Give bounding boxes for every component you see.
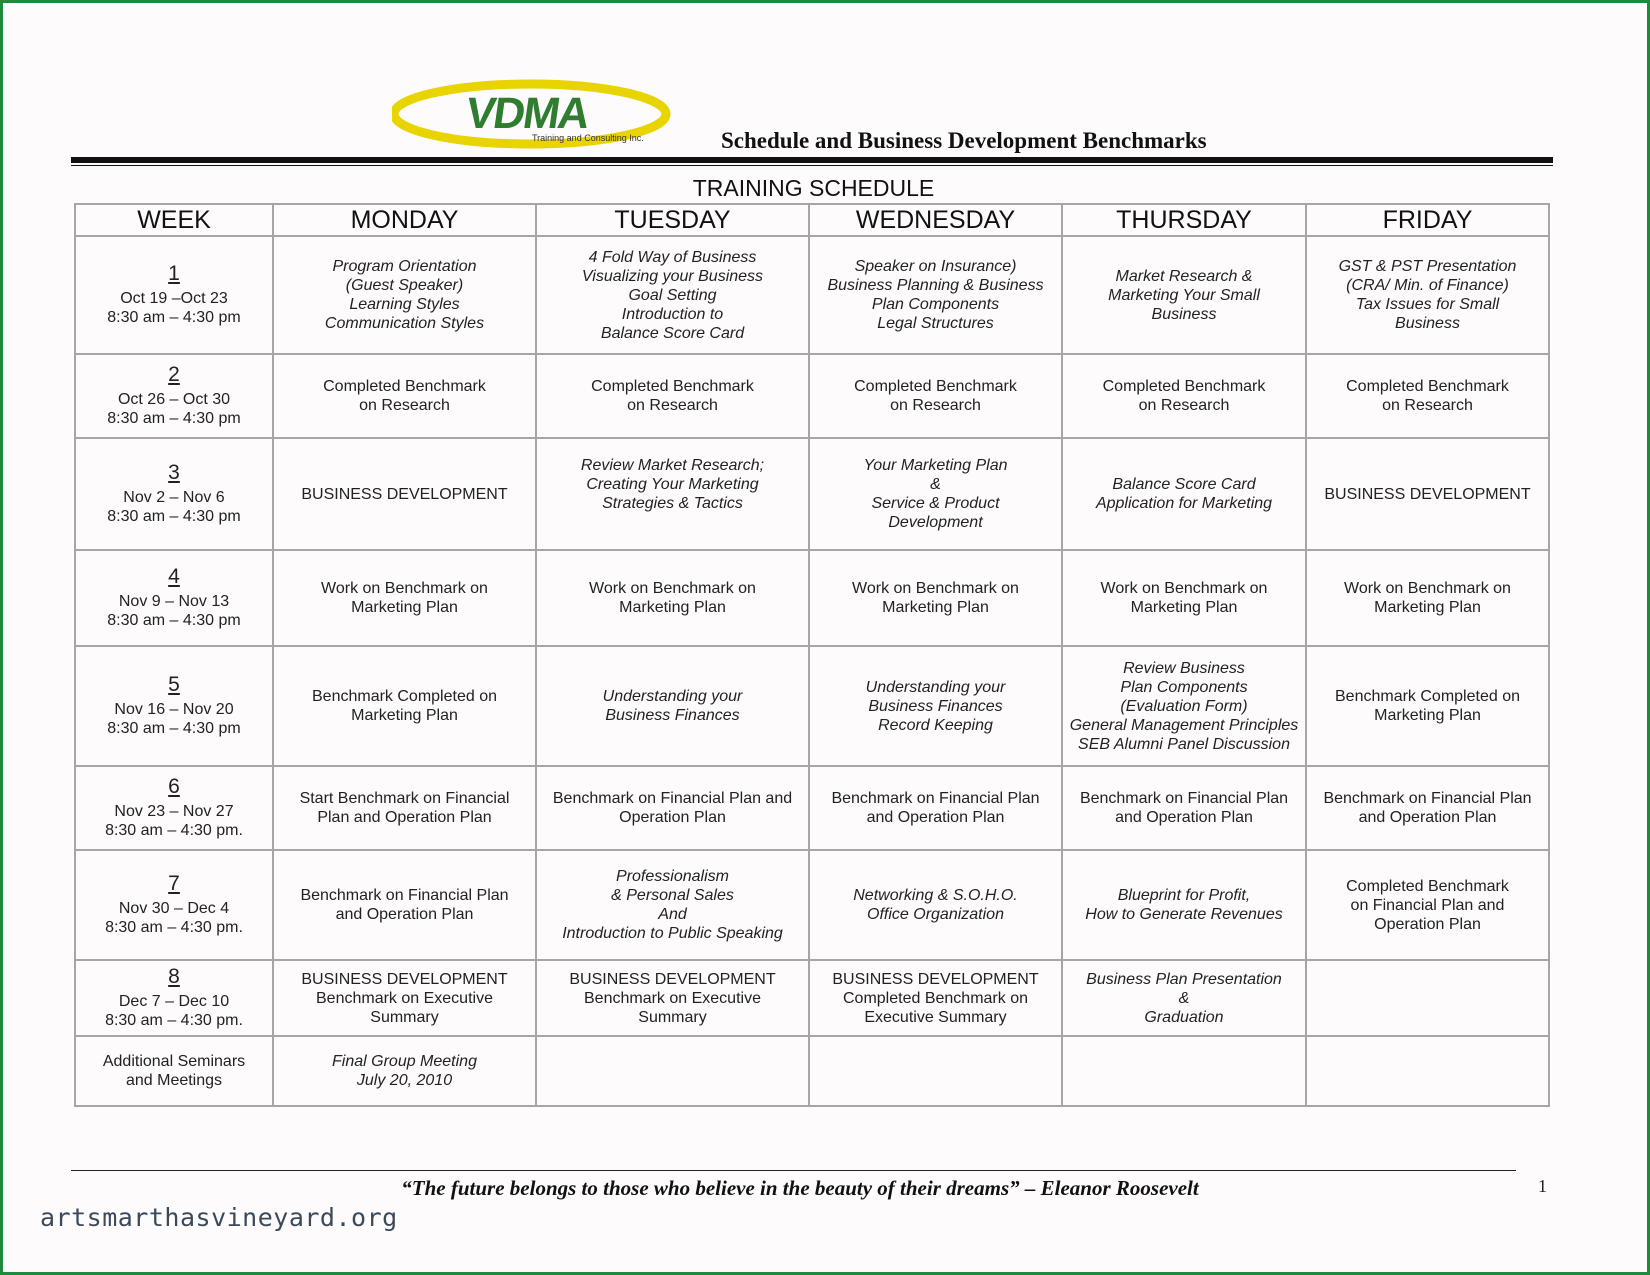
cell-line: Business Planning & Business bbox=[827, 277, 1044, 294]
cell-line: Work on Benchmark on bbox=[1344, 580, 1511, 597]
column-header-monday: MONDAY bbox=[273, 204, 536, 236]
week-cell bbox=[75, 550, 273, 646]
week-time: 8:30 am – 4:30 pm bbox=[107, 507, 241, 525]
cell-line: Creating Your Marketing bbox=[586, 476, 759, 493]
cell-line: Final Group Meeting bbox=[332, 1053, 477, 1070]
cell-line: Work on Benchmark on bbox=[852, 580, 1019, 597]
cell-line: General Management Principles bbox=[1069, 716, 1299, 734]
cell-monday bbox=[273, 354, 536, 438]
cell-line: Benchmark on Financial Plan bbox=[1079, 790, 1289, 807]
cell-monday bbox=[273, 766, 536, 850]
week-time: and Meetings bbox=[125, 1072, 223, 1089]
cell-line: on Research bbox=[627, 397, 718, 414]
cell-line: on Research bbox=[1382, 397, 1473, 414]
cell-line: Benchmark Completed on bbox=[1335, 688, 1520, 705]
column-header-friday: FRIDAY bbox=[1306, 204, 1549, 236]
week-cell bbox=[75, 850, 273, 960]
cell-wednesday bbox=[809, 550, 1062, 646]
cell-line: Completed Benchmark on bbox=[843, 989, 1028, 1007]
cell-line: Visualizing your Business bbox=[581, 267, 764, 285]
week-number: 3 bbox=[168, 460, 180, 484]
logo-tagline: Training and Consulting Inc. bbox=[532, 133, 644, 143]
cell-line: Communication Styles bbox=[324, 315, 485, 332]
week-dates: Nov 16 – Nov 20 bbox=[114, 700, 234, 718]
cell-line: Plan Components bbox=[871, 296, 1000, 313]
cell-wednesday bbox=[809, 236, 1062, 354]
cell-line: Marketing Plan bbox=[351, 599, 458, 616]
cell-line: Summary bbox=[370, 1008, 439, 1026]
cell-friday bbox=[1306, 550, 1549, 646]
cell-line: & bbox=[1178, 989, 1190, 1007]
cell-line: Introduction to Public Speaking bbox=[562, 925, 783, 942]
cell-line: Benchmark on Financial Plan bbox=[1323, 790, 1532, 807]
week-dates: Nov 9 – Nov 13 bbox=[118, 592, 230, 610]
cell-tuesday bbox=[536, 960, 809, 1036]
table-row bbox=[75, 766, 1549, 850]
cell-thursday bbox=[1062, 438, 1306, 550]
cell-friday bbox=[1306, 354, 1549, 438]
cell-line: Benchmark on Executive bbox=[584, 989, 761, 1007]
week-cell bbox=[75, 438, 273, 550]
week-cell bbox=[75, 354, 273, 438]
header-rule-thin bbox=[71, 165, 1553, 166]
cell-friday bbox=[1306, 1036, 1549, 1106]
cell-line: Review Market Research; bbox=[580, 457, 765, 474]
cell-line: Work on Benchmark on bbox=[1100, 580, 1268, 597]
cell-friday bbox=[1306, 646, 1549, 766]
table-row bbox=[75, 550, 1549, 646]
cell-monday bbox=[273, 550, 536, 646]
table-row bbox=[75, 354, 1549, 438]
cell-line: July 20, 2010 bbox=[356, 1072, 453, 1089]
cell-line: Operation Plan bbox=[1374, 915, 1481, 933]
cell-line: (Guest Speaker) bbox=[345, 277, 464, 294]
cell-line: Speaker on Insurance) bbox=[854, 258, 1017, 275]
cell-line: Plan and Operation Plan bbox=[317, 809, 492, 826]
cell-line: Market Research & bbox=[1115, 267, 1253, 285]
footer-rule bbox=[71, 1170, 1516, 1171]
week-number: 6 bbox=[168, 774, 180, 798]
cell-line: Strategies & Tactics bbox=[602, 495, 743, 512]
week-cell bbox=[75, 236, 273, 354]
document-title: Schedule and Business Development Benchmarks bbox=[721, 128, 1207, 153]
cell-line: on Research bbox=[1138, 397, 1230, 414]
cell-tuesday bbox=[536, 1036, 809, 1106]
week-time: 8:30 am – 4:30 pm. bbox=[105, 1011, 243, 1029]
cell-line: Balance Score Card bbox=[1112, 476, 1256, 493]
cell-line: on Financial Plan and bbox=[1350, 896, 1505, 914]
cell-line: Benchmark Completed on bbox=[312, 688, 497, 705]
cell-line: Benchmark on Financial Plan and bbox=[552, 790, 793, 807]
cell-line: Operation Plan bbox=[619, 809, 726, 826]
week-number: 4 bbox=[168, 564, 180, 588]
cell-line: Tax Issues for Small bbox=[1355, 296, 1500, 313]
cell-line: Learning Styles bbox=[349, 296, 460, 313]
cell-monday bbox=[273, 646, 536, 766]
cell-line: Benchmark on Financial Plan bbox=[300, 887, 509, 904]
cell-line: Understanding your bbox=[602, 688, 743, 705]
cell-line: Marketing Plan bbox=[619, 599, 726, 616]
week-cell bbox=[75, 960, 273, 1036]
table-header-row bbox=[75, 204, 1549, 236]
cell-line: Legal Structures bbox=[877, 315, 994, 332]
week-time: 8:30 am – 4:30 pm bbox=[107, 611, 241, 629]
cell-line: Understanding your bbox=[865, 678, 1006, 696]
cell-line: on Research bbox=[890, 397, 981, 414]
cell-line: Application for Marketing bbox=[1095, 495, 1273, 512]
column-header-thursday: THURSDAY bbox=[1062, 204, 1306, 236]
week-number: 7 bbox=[168, 871, 180, 895]
cell-line: Completed Benchmark bbox=[854, 378, 1017, 395]
week-time: 8:30 am – 4:30 pm bbox=[107, 308, 241, 326]
cell-line: Work on Benchmark on bbox=[589, 580, 756, 597]
cell-wednesday bbox=[809, 646, 1062, 766]
column-header-wednesday: WEDNESDAY bbox=[809, 204, 1062, 236]
table-row bbox=[75, 236, 1549, 354]
cell-thursday bbox=[1062, 550, 1306, 646]
cell-line: Completed Benchmark bbox=[1346, 378, 1509, 395]
cell-line: Summary bbox=[638, 1008, 707, 1026]
cell-monday bbox=[273, 960, 536, 1036]
cell-line: & bbox=[930, 476, 941, 493]
cell-line bbox=[541, 513, 804, 532]
cell-line: Completed Benchmark bbox=[323, 378, 486, 395]
table-row bbox=[75, 438, 1549, 550]
cell-line: SEB Alumni Panel Discussion bbox=[1078, 735, 1290, 753]
cell-line: BUSINESS DEVELOPMENT bbox=[569, 970, 776, 988]
cell-line: and Operation Plan bbox=[335, 906, 474, 923]
training-schedule-table bbox=[74, 203, 1550, 1107]
cell-line: Marketing Your Small bbox=[1108, 286, 1260, 304]
cell-line: Networking & S.O.H.O. bbox=[853, 887, 1018, 904]
cell-friday bbox=[1306, 438, 1549, 550]
cell-line: Start Benchmark on Financial bbox=[299, 790, 510, 807]
cell-line: How to Generate Revenues bbox=[1085, 906, 1283, 923]
cell-line: Completed Benchmark bbox=[1346, 877, 1509, 895]
cell-line: Business Plan Presentation bbox=[1086, 970, 1282, 988]
cell-line: Review Business bbox=[1123, 659, 1245, 677]
cell-line: (Evaluation Form) bbox=[1120, 697, 1248, 715]
cell-line: Work on Benchmark on bbox=[321, 580, 488, 597]
cell-line: Service & Product bbox=[871, 495, 1000, 512]
week-dates: Dec 7 – Dec 10 bbox=[118, 992, 230, 1010]
cell-line: Plan Components bbox=[1120, 678, 1248, 696]
week-time: 8:30 am – 4:30 pm. bbox=[105, 821, 243, 839]
cell-wednesday bbox=[809, 850, 1062, 960]
cell-line: GST & PST Presentation bbox=[1338, 258, 1517, 275]
cell-line: Business Finances bbox=[868, 697, 1003, 715]
cell-tuesday bbox=[536, 236, 809, 354]
column-header-tuesday: TUESDAY bbox=[536, 204, 809, 236]
cell-line: BUSINESS DEVELOPMENT bbox=[301, 970, 508, 988]
cell-line: BUSINESS DEVELOPMENT bbox=[1324, 485, 1531, 503]
cell-friday bbox=[1306, 766, 1549, 850]
week-dates: Nov 30 – Dec 4 bbox=[118, 899, 230, 917]
cell-wednesday bbox=[809, 960, 1062, 1036]
cell-thursday bbox=[1062, 1036, 1306, 1106]
watermark: artsmarthasvineyard.org bbox=[40, 1203, 398, 1232]
week-number: 8 bbox=[168, 964, 180, 988]
schedule-body bbox=[75, 236, 1549, 1106]
table-row bbox=[75, 646, 1549, 766]
cell-line: Office Organization bbox=[867, 906, 1004, 923]
week-dates: Nov 23 – Nov 27 bbox=[114, 802, 234, 820]
cell-line: Graduation bbox=[1144, 1008, 1224, 1026]
week-time: 8:30 am – 4:30 pm bbox=[107, 719, 241, 737]
column-header-week: WEEK bbox=[75, 204, 273, 236]
cell-wednesday bbox=[809, 438, 1062, 550]
week-number: 2 bbox=[168, 362, 180, 386]
week-time: 8:30 am – 4:30 pm bbox=[107, 409, 241, 427]
cell-line: and Operation Plan bbox=[1358, 809, 1497, 826]
cell-monday bbox=[273, 1036, 536, 1106]
cell-thursday bbox=[1062, 354, 1306, 438]
week-number: 1 bbox=[168, 261, 180, 285]
header-rule bbox=[71, 157, 1553, 163]
cell-thursday bbox=[1062, 646, 1306, 766]
cell-line: Marketing Plan bbox=[1374, 707, 1481, 724]
cell-tuesday bbox=[536, 550, 809, 646]
cell-thursday bbox=[1062, 960, 1306, 1036]
cell-tuesday bbox=[536, 354, 809, 438]
cell-line: and Operation Plan bbox=[1115, 809, 1253, 826]
cell-tuesday bbox=[536, 438, 809, 550]
cell-thursday bbox=[1062, 850, 1306, 960]
week-cell bbox=[75, 646, 273, 766]
cell-line: Goal Setting bbox=[628, 286, 717, 304]
table-row bbox=[75, 850, 1549, 960]
cell-thursday bbox=[1062, 236, 1306, 354]
table-row bbox=[75, 1036, 1549, 1106]
cell-line: Marketing Plan bbox=[882, 599, 989, 616]
cell-tuesday bbox=[536, 766, 809, 850]
cell-line: & Personal Sales bbox=[611, 887, 734, 904]
table-row bbox=[75, 960, 1549, 1036]
cell-tuesday bbox=[536, 850, 809, 960]
cell-thursday bbox=[1062, 766, 1306, 850]
cell-line: Introduction to bbox=[621, 305, 724, 323]
week-number: 5 bbox=[168, 672, 180, 696]
cell-monday bbox=[273, 236, 536, 354]
cell-line: Completed Benchmark bbox=[591, 378, 754, 395]
cell-wednesday bbox=[809, 766, 1062, 850]
cell-line: Blueprint for Profit, bbox=[1117, 887, 1251, 904]
cell-wednesday bbox=[809, 354, 1062, 438]
cell-line: Balance Score Card bbox=[600, 324, 745, 342]
cell-line: Business bbox=[1395, 315, 1460, 332]
cell-friday bbox=[1306, 236, 1549, 354]
cell-line: Record Keeping bbox=[878, 716, 993, 734]
cell-line: BUSINESS DEVELOPMENT bbox=[832, 970, 1039, 988]
cell-line: and Operation Plan bbox=[866, 809, 1005, 826]
cell-line: Your Marketing Plan bbox=[863, 457, 1008, 474]
cell-friday bbox=[1306, 850, 1549, 960]
week-cell bbox=[75, 766, 273, 850]
page-number: 1 bbox=[1538, 1176, 1547, 1196]
cell-line: (CRA/ Min. of Finance) bbox=[1346, 277, 1509, 294]
cell-line: Marketing Plan bbox=[1374, 599, 1481, 616]
cell-line: Business bbox=[1151, 305, 1217, 323]
cell-wednesday bbox=[809, 1036, 1062, 1106]
cell-line: Business Finances bbox=[605, 707, 740, 724]
cell-line: Marketing Plan bbox=[351, 707, 458, 724]
cell-line: Marketing Plan bbox=[1130, 599, 1238, 616]
week-time: 8:30 am – 4:30 pm. bbox=[105, 918, 243, 936]
cell-monday bbox=[273, 438, 536, 550]
cell-tuesday bbox=[536, 646, 809, 766]
cell-line: BUSINESS DEVELOPMENT bbox=[301, 485, 508, 503]
cell-line: Executive Summary bbox=[864, 1008, 1007, 1026]
cell-friday bbox=[1306, 960, 1549, 1036]
week-cell bbox=[75, 1036, 273, 1106]
cell-line: 4 Fold Way of Business bbox=[588, 248, 757, 266]
footer-quote: “The future belongs to those who believe in the beauty of their dreams” – Eleanor Roosevelt bbox=[401, 1176, 1199, 1200]
week-dates: Oct 19 –Oct 23 bbox=[120, 289, 228, 307]
cell-line: Benchmark on Financial Plan bbox=[831, 790, 1040, 807]
cell-line: Development bbox=[888, 514, 983, 531]
cell-line: Program Orientation bbox=[332, 258, 477, 275]
logo-text: VDMA bbox=[462, 89, 592, 138]
cell-line: And bbox=[658, 906, 687, 923]
cell-line: Benchmark on Executive bbox=[316, 989, 493, 1007]
cell-line: Completed Benchmark bbox=[1102, 378, 1266, 395]
week-dates: Additional Seminars bbox=[102, 1053, 246, 1070]
week-dates: Oct 26 – Oct 30 bbox=[117, 390, 231, 408]
cell-line: Professionalism bbox=[616, 868, 729, 885]
week-dates: Nov 2 – Nov 6 bbox=[123, 488, 225, 506]
cell-line: on Research bbox=[359, 397, 450, 414]
cell-monday bbox=[273, 850, 536, 960]
schedule-title: TRAINING SCHEDULE bbox=[692, 175, 935, 201]
